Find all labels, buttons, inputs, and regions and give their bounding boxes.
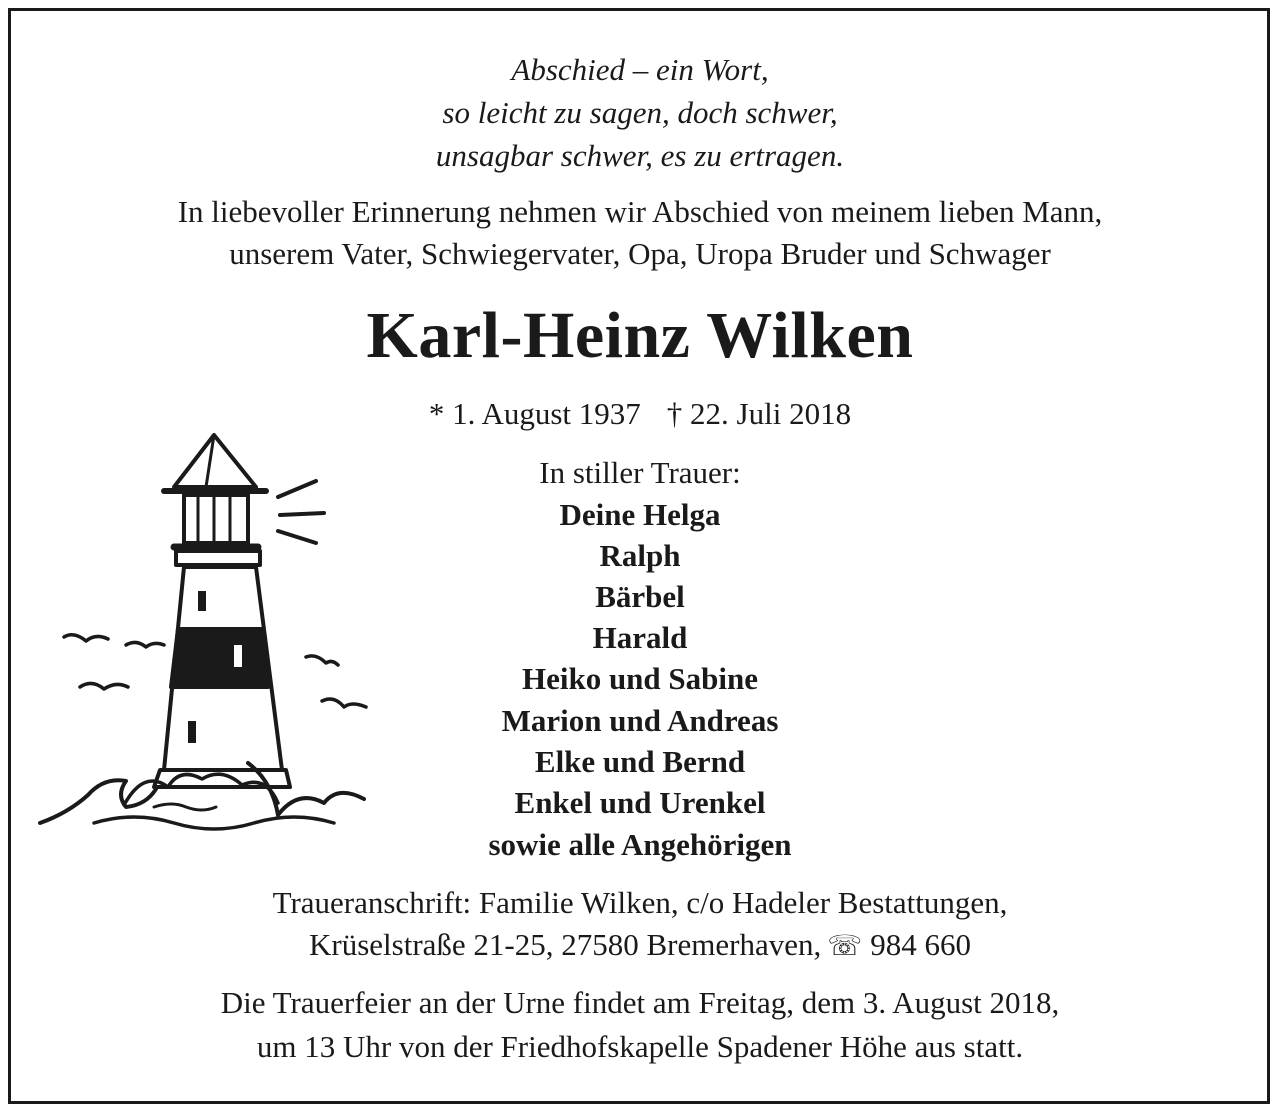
address-street: Krüselstraße 21-25, 27580 Bremerhaven, [309, 927, 822, 962]
mourner-name: Deine Helga [559, 497, 721, 532]
mourner-name: Heiko und Sabine [521, 661, 759, 696]
ceremony-line-2: um 13 Uhr von der Friedhofskapelle Spadener Höhe aus statt. [256, 1029, 1024, 1064]
death-date: † 22. Juli 2018 [666, 396, 852, 431]
mourner-name: sowie alle Angehörigen [488, 827, 792, 862]
mourner-name: Harald [592, 620, 688, 655]
mourner-name: Bärbel [595, 579, 685, 614]
lighthouse-icon [34, 425, 379, 835]
poem-line-2: so leicht zu sagen, doch schwer, [442, 95, 838, 130]
deceased-name: Karl-Heinz Wilken [366, 299, 914, 372]
mourner-name: Enkel und Urenkel [514, 785, 766, 820]
telephone-icon: ☏ [827, 931, 863, 962]
mourner-name: Elke und Bernd [534, 744, 746, 779]
mourners-heading: In stiller Trauer: [539, 455, 741, 490]
ceremony-line-1: Die Trauerfeier an der Urne findet am Freitag, dem 3. August 2018, [220, 985, 1060, 1020]
intro-line-2: unserem Vater, Schwiegervater, Opa, Uropa Bruder und Schwager [229, 236, 1051, 271]
address-line-2 [0, 927, 1280, 963]
phone-number: 984 660 [870, 927, 971, 962]
address-line-1: Traueranschrift: Familie Wilken, c/o Hadeler Bestattungen, [272, 885, 1008, 920]
poem-line-3: unsagbar schwer, es zu ertragen. [435, 138, 845, 173]
poem-line-1: Abschied – ein Wort, [511, 52, 769, 87]
intro-line-1: In liebevoller Erinnerung nehmen wir Abschied von meinem lieben Mann, [177, 194, 1103, 229]
mourner-name: Marion und Andreas [501, 703, 779, 738]
mourner-name: Ralph [599, 538, 681, 573]
birth-date: * 1. August 1937 [428, 396, 641, 431]
